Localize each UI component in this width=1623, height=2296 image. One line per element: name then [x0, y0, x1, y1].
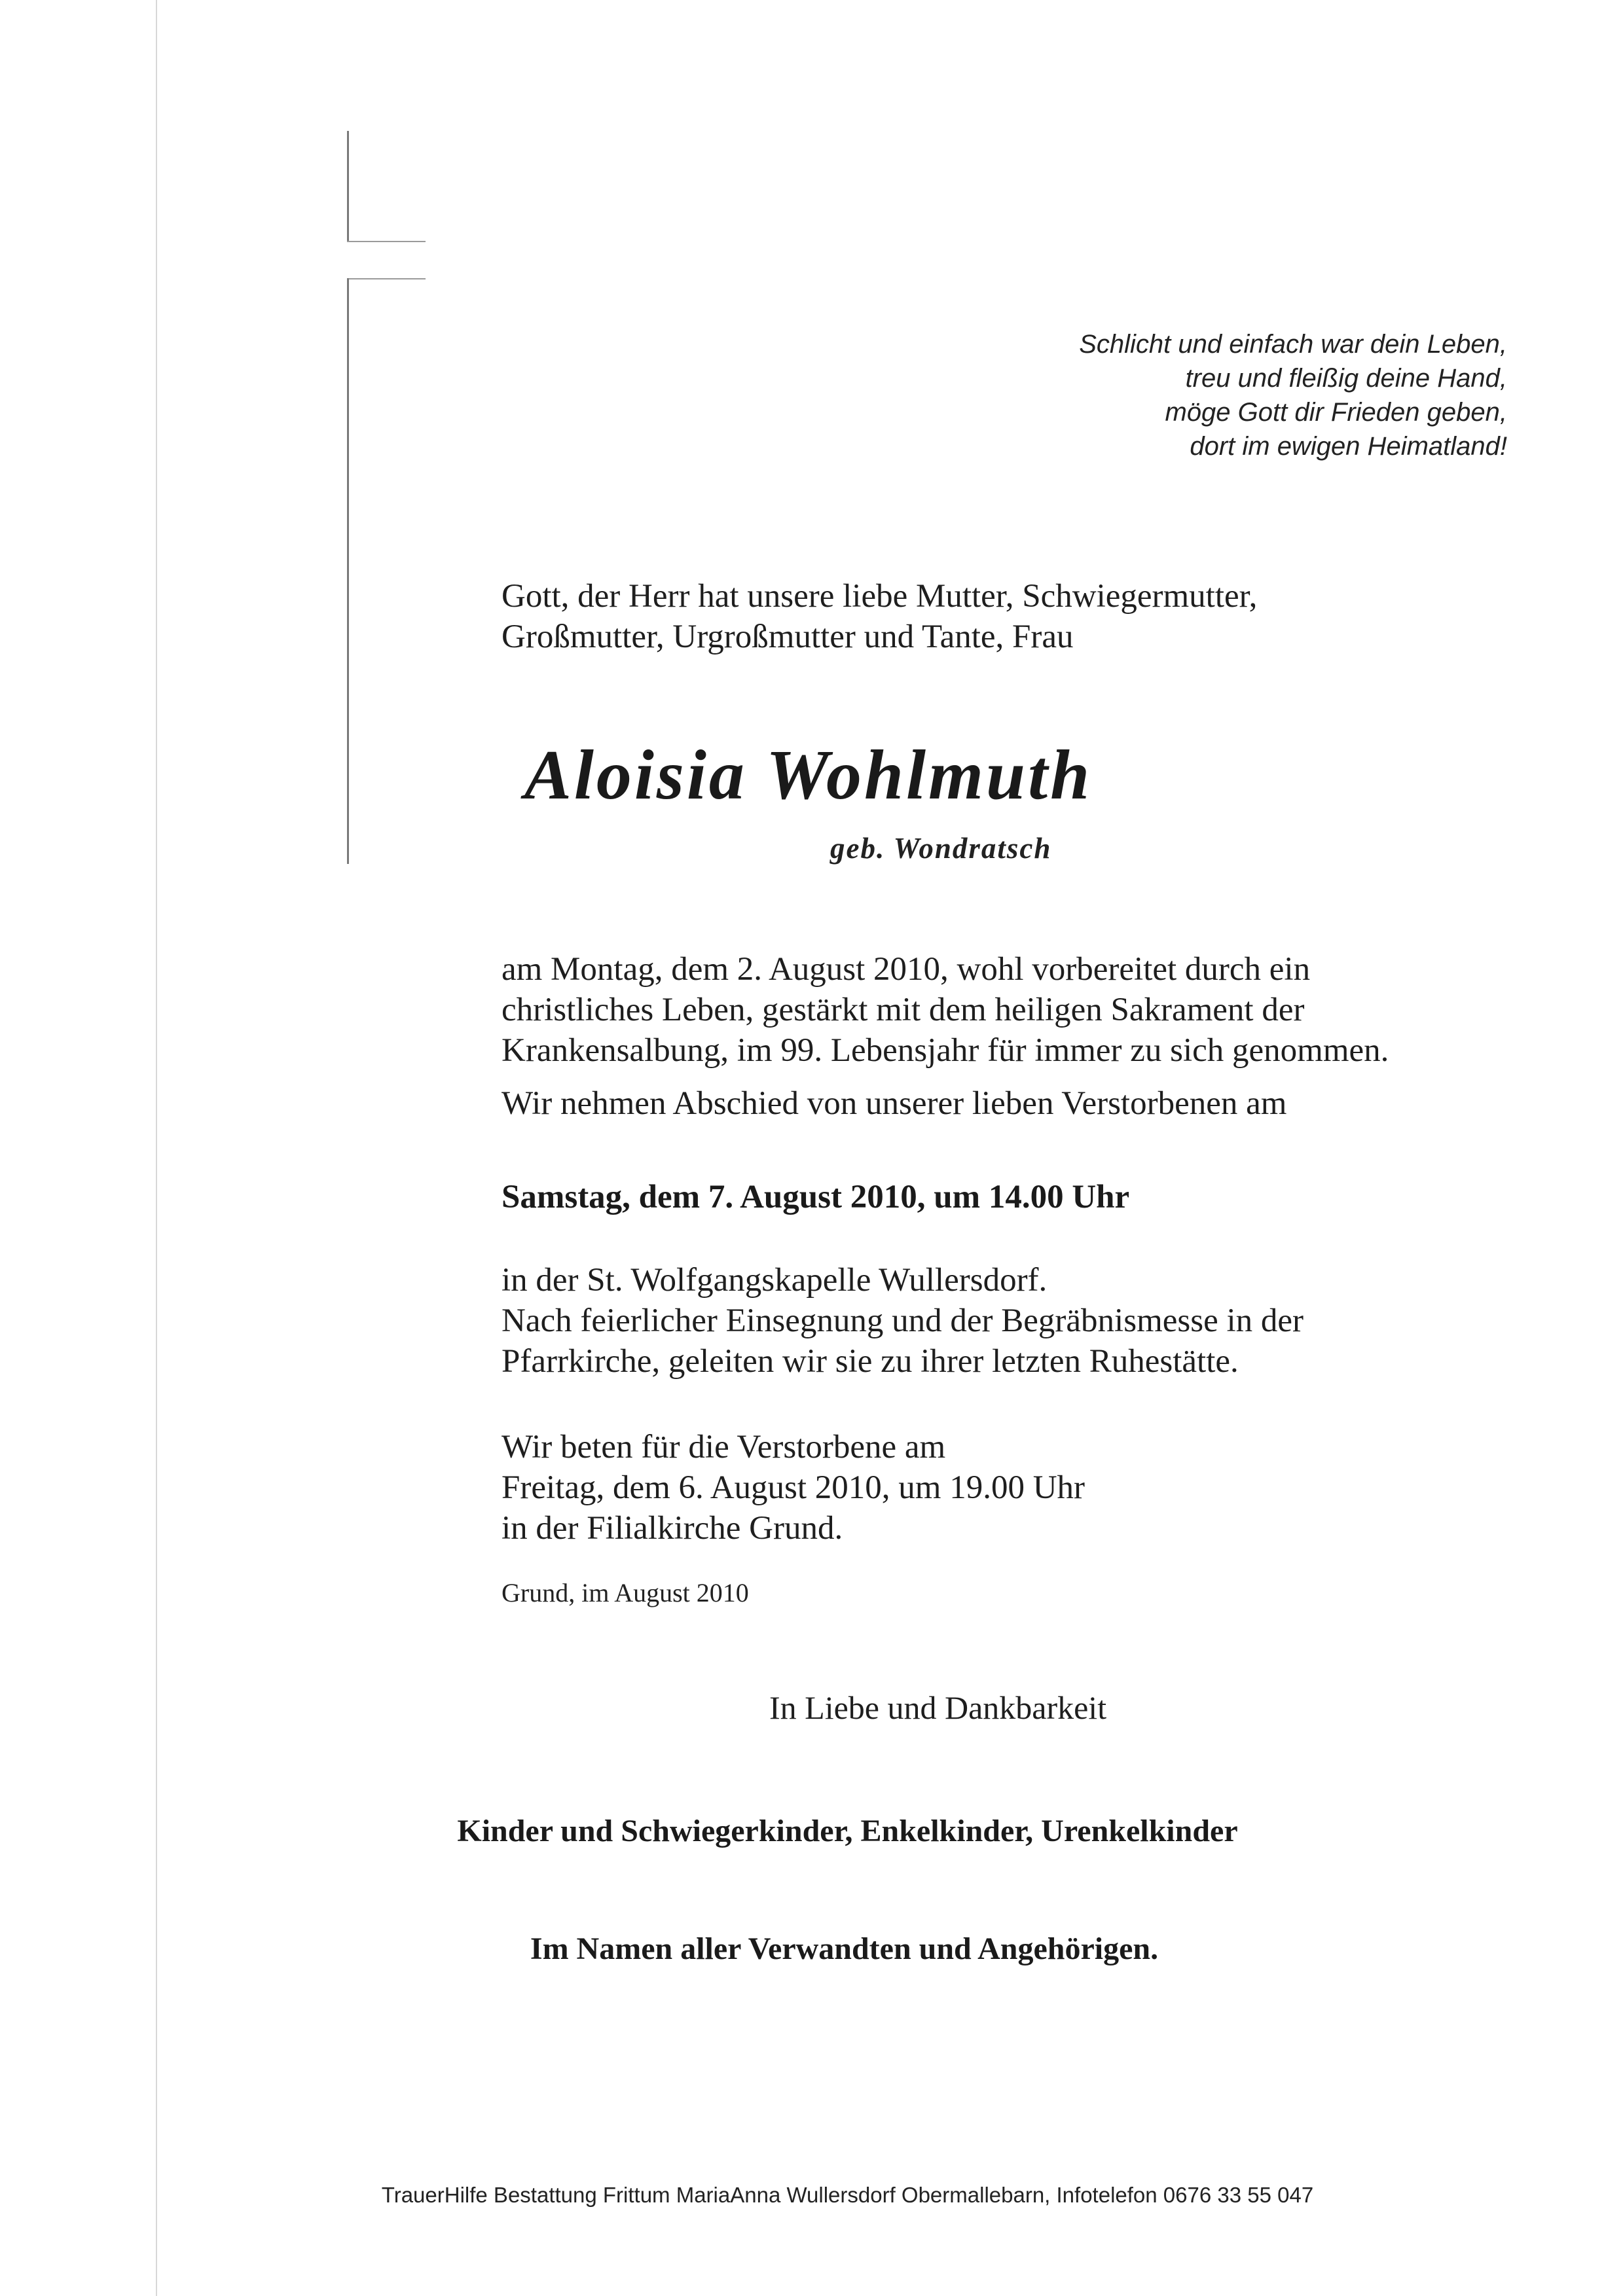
- cross-lower-arm: [347, 278, 426, 279]
- place-date: Grund, im August 2010: [501, 1578, 749, 1607]
- thanks-line: In Liebe und Dankbarkeit: [769, 1689, 1107, 1726]
- relatives-signature: [0, 1931, 1623, 1967]
- farewell-intro: Wir nehmen Abschied von unserer lieben Verstorbenen am: [501, 1085, 1287, 1122]
- poem-line: dort im ewigen Heimatland!: [1190, 432, 1507, 461]
- death-notice-line: Krankensalbung, im 99. Lebensjahr für immer zu sich genommen.: [501, 1032, 1389, 1069]
- cross-upper-arm: [347, 241, 426, 242]
- family-signature-text: Kinder und Schwiegerkinder, Enkelkinder, Urenkelkinder: [457, 1814, 1238, 1848]
- intro-line: Gott, der Herr hat unsere liebe Mutter, Schwiegermutter,: [501, 578, 1258, 615]
- deceased-name: [0, 733, 1623, 818]
- poem-line: treu und fleißig deine Hand,: [1185, 364, 1507, 393]
- funeral-date: Samstag, dem 7. August 2010, um 14.00 Uhr: [501, 1179, 1130, 1215]
- death-notice-paragraph: [501, 949, 1389, 1071]
- prayer-line: Freitag, dem 6. August 2010, um 19.00 Uhr: [501, 1469, 1085, 1506]
- funeral-location-paragraph: [501, 1260, 1304, 1382]
- death-notice-line: christliches Leben, gestärkt mit dem heiligen Sakrament der: [501, 992, 1305, 1028]
- funeral-location-line: in der St. Wolfgangskapelle Wullersdorf.: [501, 1262, 1048, 1299]
- poem-verse: [1079, 327, 1507, 463]
- prayer-paragraph: [501, 1427, 1085, 1549]
- death-notice-line: am Montag, dem 2. August 2010, wohl vorbereitet durch ein: [501, 951, 1311, 988]
- intro-paragraph: [501, 576, 1257, 657]
- maiden-name: geb. Wondratsch: [830, 832, 1052, 865]
- relatives-signature-text: Im Namen aller Verwandten und Angehörigen.: [530, 1931, 1159, 1966]
- poem-line: möge Gott dir Frieden geben,: [1165, 398, 1507, 427]
- intro-line: Großmutter, Urgroßmutter und Tante, Frau: [501, 619, 1074, 655]
- footer-funeral-home: [0, 2183, 1623, 2208]
- prayer-line: Wir beten für die Verstorbene am: [501, 1429, 946, 1465]
- cross-upper-stem: [347, 131, 349, 242]
- footer-text: TrauerHilfe Bestattung Frittum MariaAnna Wullersdorf Obermallebarn, Infotelefon 0676 33 55 047: [381, 2183, 1314, 2207]
- poem-line: Schlicht und einfach war dein Leben,: [1079, 330, 1507, 359]
- deceased-name-text: Aloisia Wohlmuth: [524, 736, 1093, 814]
- funeral-location-line: Nach feierlicher Einsegnung und der Begräbnismesse in der: [501, 1302, 1304, 1339]
- family-signature: [0, 1813, 1623, 1849]
- prayer-line: in der Filialkirche Grund.: [501, 1510, 843, 1547]
- funeral-location-line: Pfarrkirche, geleiten wir sie zu ihrer letzten Ruhestätte.: [501, 1343, 1239, 1380]
